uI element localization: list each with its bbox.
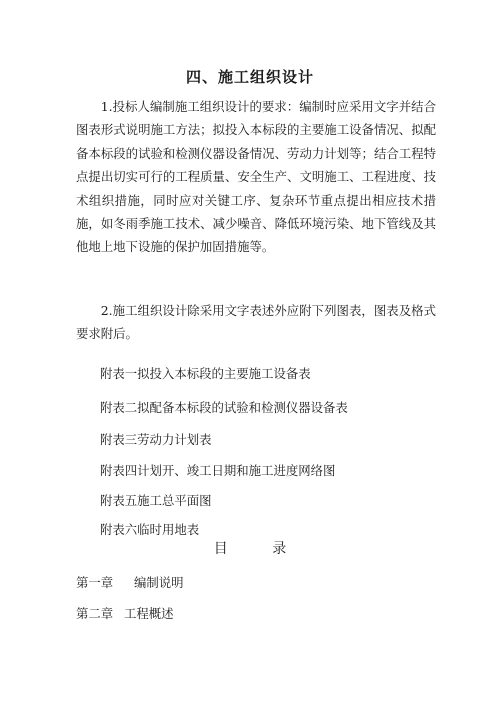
toc-chapter-number: 第一章 [76,575,114,590]
toc-item [76,604,174,622]
toc-chapter-name: 工程概述 [124,606,174,621]
toc-chapter-name: 编制说明 [134,575,184,590]
attachment-item: 附表六临时用地表 [100,522,200,537]
paragraph-requirements: 1.投标人编制施工组织设计的要求：编制时应采用文字并结合图表形式说明施工方法；拟投入本标段的主要施工设备情况、拟配备本标段的试验和检测仪器设备情况、劳动力计划等；结合工程特点提出切实可行的工程质量、安全生产、文明施工、工程进度、技术组织措施，同时应对关键工序、复杂环节重点提出相应技术措施，如冬雨季施工技术、减少噪音、降低环境污染、地下管线及其他地上地下设施的保护加固措施等。 [76,99,436,255]
toc-title: 目 录 [213,541,287,557]
attachment-item: 附表五施工总平面图 [100,493,212,508]
paragraph-attachments-note: 2.施工组织设计除采用文字表述外应附下列图表，图表及格式要求附后。 [76,303,436,342]
section-title: 四、施工组织设计 [185,68,314,86]
attachment-item: 附表二拟配备本标段的试验和检测仪器设备表 [100,400,348,415]
toc-item [76,573,184,591]
attachment-item: 附表三劳动力计划表 [100,432,212,447]
toc-chapter-number: 第二章 [76,606,114,621]
attachment-item: 附表四计划开、竣工日期和施工进度网络图 [100,463,336,478]
attachment-item: 附表一拟投入本标段的主要施工设备表 [100,366,311,381]
